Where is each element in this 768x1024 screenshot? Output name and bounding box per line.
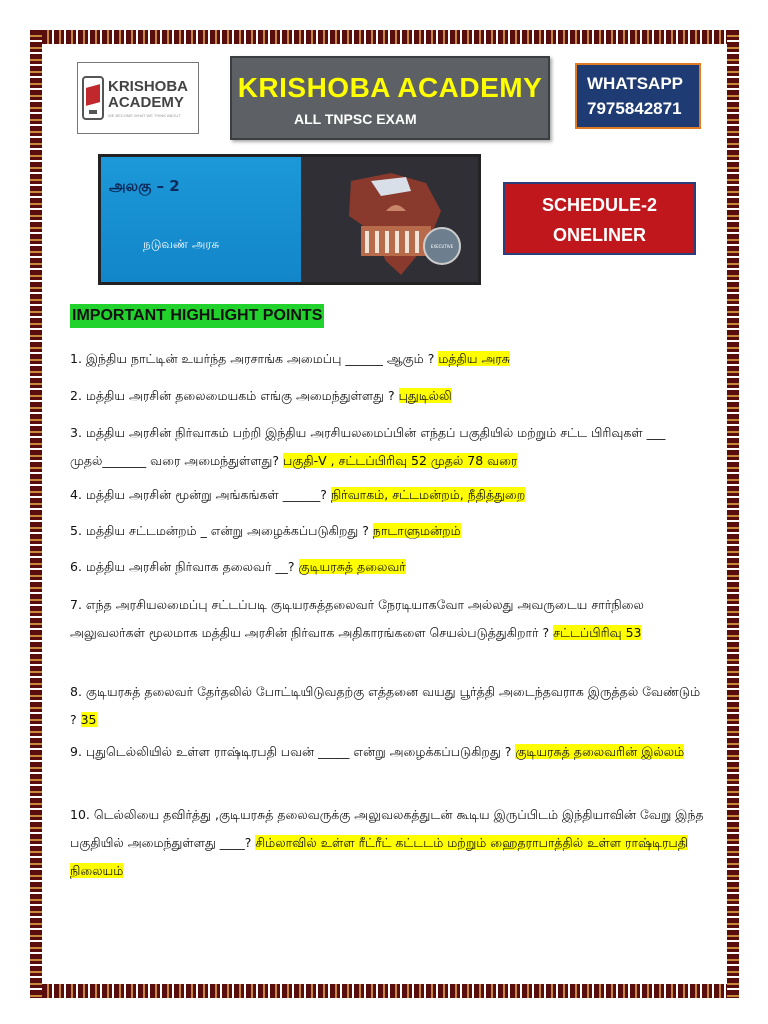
unit-label: அலகு – 2 [109, 177, 180, 195]
answer-highlight: குடியரசுத் தலைவர் [298, 559, 406, 574]
schedule-line2: ONELINER [552, 225, 646, 245]
answer-highlight: நாடாளுமன்றம் [372, 523, 461, 538]
question-text: 8. குடியரசுத் தலைவர் தேர்தலில் போட்டியிடுவதற்கு எத்தனை வயது பூர்த்தி அடைந்தவராக இருத்தல் வேண்டும் ? [70, 684, 701, 727]
question-7 [70, 591, 710, 647]
answer-highlight: புதுடில்லி [398, 388, 452, 403]
question-9 [70, 738, 710, 766]
answer-highlight: மத்திய அரசு [438, 351, 510, 366]
answer-highlight: பகுதி-V , சட்டப்பிரிவு 52 முதல் 78 வரை [283, 453, 518, 468]
section-heading: IMPORTANT HIGHLIGHT POINTS [70, 304, 324, 328]
answer-highlight: 35 [80, 712, 97, 727]
question-8 [70, 678, 710, 734]
page-border-right [727, 30, 739, 998]
question-text: 9. புதுடெல்லியில் உள்ள ராஷ்டிரபதி பவன் _____ என்று அழைக்கப்படுகிறது ? [70, 744, 516, 759]
unit-banner [98, 154, 481, 285]
whatsapp-label: WHATSAPP [587, 74, 684, 93]
question-2 [70, 382, 710, 410]
page-border-top [30, 30, 738, 44]
question-1 [70, 345, 710, 373]
question-6 [70, 553, 710, 581]
answer-highlight: சட்டப்பிரிவு 53 [553, 625, 642, 640]
unit-banner-blue-panel [101, 157, 301, 282]
academy-title: KRISHOBA ACADEMY [237, 72, 543, 103]
question-4 [70, 481, 710, 509]
academy-banner [230, 56, 550, 140]
question-text: 2. மத்திய அரசின் தலைமையகம் எங்கு அமைந்துள்ளது ? [70, 388, 399, 403]
question-3 [70, 419, 710, 475]
question-text: 4. மத்திய அரசின் மூன்று அங்கங்கள் ______? [70, 487, 331, 502]
answer-highlight: சிம்லாவில் உள்ள ரீட்ரீட் கட்டடம் மற்றும் ஹைதராபாத்தில் உள்ள ராஷ்டிரபதி நிலையம் [70, 835, 688, 878]
unit-title: நடுவண் அரசு [143, 237, 220, 251]
question-text: 6. மத்திய அரசின் நிர்வாக தலைவர் __? [70, 559, 299, 574]
page-border-bottom [30, 984, 738, 998]
logo-tagline: WE BECOME WHAT WE THINK ABOUT [108, 112, 181, 118]
question-text: 1. இந்திய நாட்டின் உயர்ந்த அரசாங்க அமைப்பு ______ ஆகும் ? [70, 351, 439, 366]
question-10 [70, 801, 710, 885]
executive-circle: EXECUTIVE [423, 227, 461, 265]
answer-highlight: குடியரசுத் தலைவரின் இல்லம் [515, 744, 685, 759]
logo-line2: ACADEMY [108, 93, 184, 111]
page-border-left [30, 30, 42, 998]
question-text: 5. மத்திய சட்டமன்றம் _ என்று அழைக்கப்படுகிறது ? [70, 523, 373, 538]
answer-highlight: நிர்வாகம், சட்டமன்றம், நீதித்துறை [330, 487, 526, 502]
schedule-box [503, 182, 696, 255]
question-5 [70, 517, 710, 545]
academy-subtitle: ALL TNPSC EXAM [294, 111, 417, 127]
question-text: 10. டெல்லியை தவிர்த்து ,குடியரசுத் தலைவருக்கு அலுவலகத்துடன் கூடிய இருப்பிடம் இந்தியாவின் வேறு இந்த பகுதியில் அமைந்துள்ளது ____? [70, 807, 704, 850]
question-text: 7. எந்த அரசியலமைப்பு சட்டப்படி குடியரசுத்தலைவர் நேரடியாகவோ அல்லது அவருடைய சார்நிலை அலுவலர்கள் மூலமாக மத்திய அரசின் நிர்வாக அதிகாரங்களை செயல்படுத்துகிறார் ? [70, 597, 644, 640]
schedule-line1: SCHEDULE-2 [541, 195, 657, 215]
whatsapp-box [575, 63, 701, 129]
krishoba-logo [77, 62, 199, 134]
logo-line1: KRISHOBA [108, 77, 189, 95]
whatsapp-number: 7975842871 [587, 99, 682, 118]
question-text: 3. மத்திய அரசின் நிர்வாகம் பற்றி இந்திய அரசியலமைப்பின் எந்தப் பகுதியில் மற்றும் சட்ட பிரிவுகள் ___ முதல்_______ வரை அமைந்துள்ளது? [70, 425, 666, 468]
phone-logo-icon [82, 76, 104, 120]
